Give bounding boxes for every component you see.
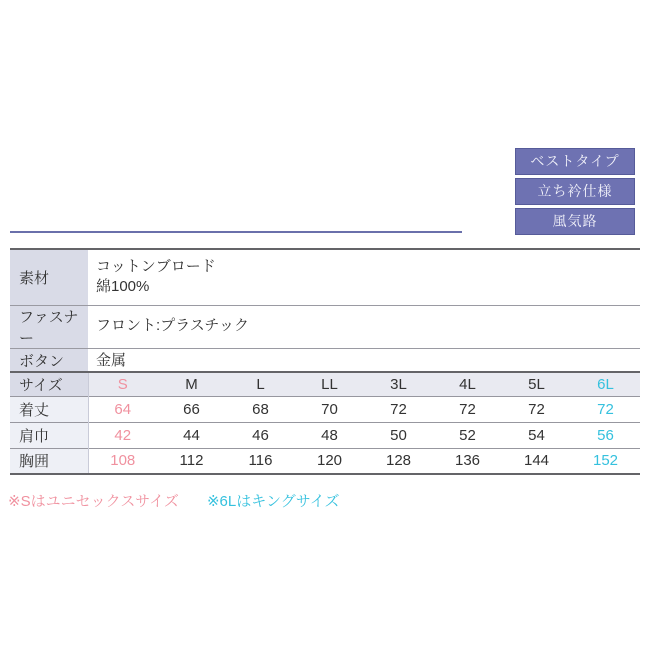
size-value: 54	[528, 426, 545, 444]
spec-label-fastener: ファスナー	[10, 305, 88, 348]
spec-row-material	[10, 249, 640, 305]
size-value: 72	[390, 400, 407, 418]
size-col-m: M	[185, 375, 198, 393]
feature-badge-air-path: 風気路	[515, 208, 635, 235]
footnote-unisex-size: ※Sはユニセックスサイズ	[8, 493, 179, 510]
size-row-body-length	[10, 396, 640, 422]
size-value: 56	[597, 426, 614, 444]
spec-row-fastener	[10, 305, 640, 348]
size-value: 128	[385, 452, 412, 470]
spec-value-line: コットンブロード	[96, 258, 216, 275]
size-value: 52	[459, 426, 476, 444]
size-row-label: 肩巾	[10, 422, 88, 448]
size-col-ll: LL	[321, 375, 338, 393]
size-value: 50	[390, 426, 407, 444]
size-value: 46	[252, 426, 269, 444]
spec-value-fastener: フロント:プラスチック	[96, 317, 249, 335]
size-header-row	[10, 372, 640, 396]
size-col-5l: 5L	[528, 375, 545, 393]
size-row-label: 着丈	[10, 396, 88, 422]
size-col-6l: 6L	[597, 375, 614, 393]
size-value: 144	[523, 452, 550, 470]
spec-value-line: 綿100%	[96, 278, 150, 296]
feature-badges	[515, 148, 635, 238]
footnotes	[8, 490, 340, 511]
size-value: 48	[321, 426, 338, 444]
size-row-chest	[10, 448, 640, 474]
size-col-4l: 4L	[459, 375, 476, 393]
size-value: 64	[114, 400, 132, 418]
size-value: 70	[321, 400, 338, 418]
size-value: 112	[179, 452, 204, 470]
size-value: 42	[114, 426, 132, 444]
size-col-s: S	[117, 375, 128, 393]
size-value: 72	[528, 400, 545, 418]
size-value: 116	[248, 452, 273, 470]
spec-label-material: 素材	[10, 249, 88, 305]
feature-badge-vest-type: ベストタイプ	[515, 148, 635, 175]
size-value: 72	[459, 400, 476, 418]
divider-line	[10, 231, 462, 233]
spec-value-button: 金属	[96, 351, 127, 369]
size-table	[10, 371, 640, 475]
size-col-l: L	[256, 375, 265, 393]
feature-badge-stand-collar: 立ち衿仕様	[515, 178, 635, 205]
size-value: 72	[597, 400, 614, 418]
size-value: 152	[592, 452, 619, 470]
spec-value-material	[88, 249, 640, 305]
size-value: 68	[252, 400, 269, 418]
spec-label-button: ボタン	[10, 348, 88, 374]
footnote-king-size: ※6Lはキングサイズ	[206, 493, 340, 510]
size-value: 108	[110, 452, 136, 470]
size-value: 44	[183, 426, 200, 444]
size-value: 136	[454, 452, 481, 470]
size-value: 120	[316, 452, 343, 470]
size-header-label: サイズ	[10, 372, 88, 396]
spec-table	[10, 248, 640, 375]
size-row-label: 胸囲	[10, 448, 88, 474]
size-row-shoulder-width	[10, 422, 640, 448]
size-value: 66	[183, 400, 200, 418]
size-col-3l: 3L	[390, 375, 407, 393]
